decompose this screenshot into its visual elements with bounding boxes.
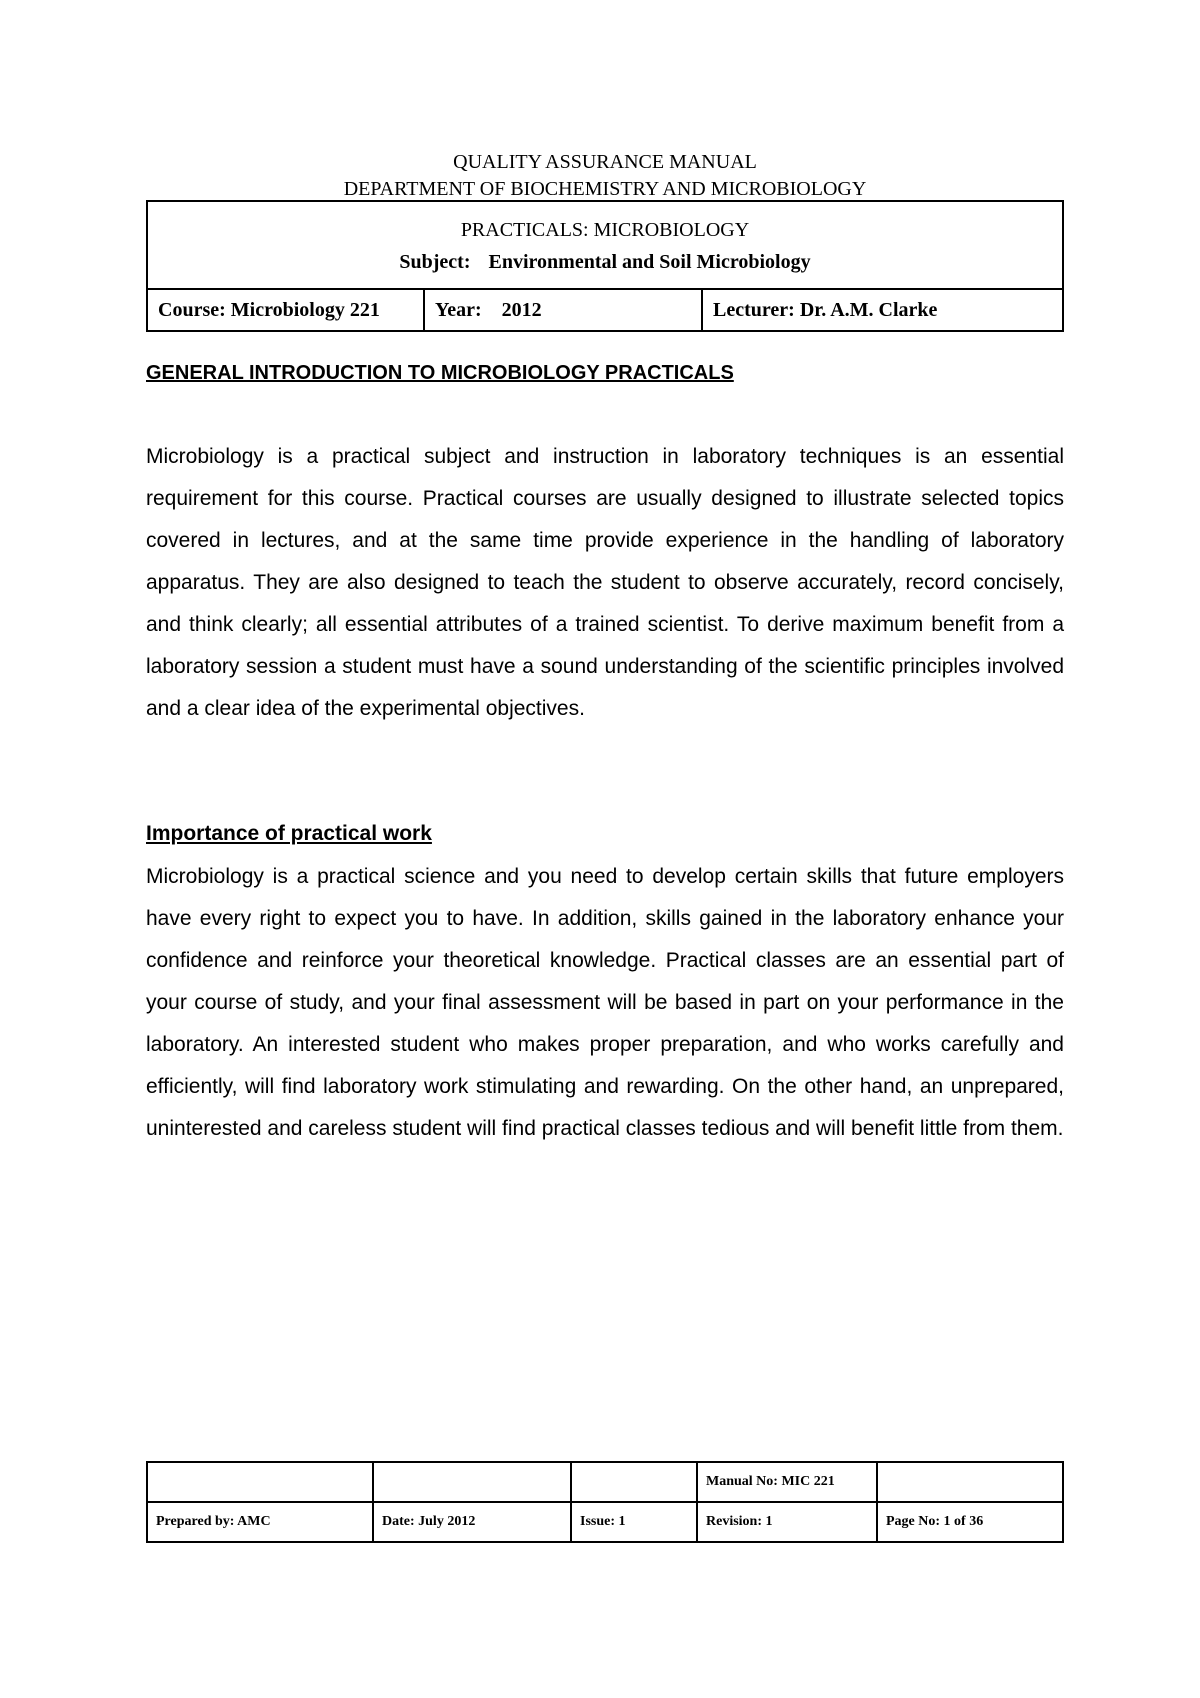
intro-heading: GENERAL INTRODUCTION TO MICROBIOLOGY PRACTICALS — [146, 362, 734, 384]
practicals-title: PRACTICALS: MICROBIOLOGY — [460, 219, 750, 241]
lecturer-label: Lecturer: — [713, 298, 795, 321]
footer-blank-cell — [373, 1462, 571, 1502]
year-value: 2012 — [501, 298, 542, 321]
course-value: Microbiology 221 — [230, 298, 380, 321]
subject-label: Subject: — [399, 251, 471, 273]
course-cell — [147, 289, 424, 331]
year-label: Year: — [435, 298, 482, 321]
course-info-table — [146, 200, 1064, 332]
intro-paragraph: Microbiology is a practical subject and instruction in laboratory techniques is an essential requirement for this course. Practical courses are usually designed to illustrate selected topics covered in lectures, and at the same time provide experience in the handling of laboratory apparatus. They are also designed to teach the student to observe accurately, record concisely, and think clearly; all essential attributes of a trained scientist. To derive maximum benefit from a laboratory session a student must have a sound understanding of the scientific principles involved and a clear idea of the experimental objectives. — [146, 445, 1064, 720]
course-label: Course: — [158, 298, 226, 321]
manual-number: Manual No: MIC 221 — [697, 1462, 877, 1502]
importance-paragraph: Microbiology is a practical science and you need to develop certain skills that future employers have every right to expect you to have. In addition, skills gained in the laboratory enhance your confidence and reinforce your theoretical knowledge. Practical classes are an essential part of your course of study, and your final assessment will be based in part on your performance in the laboratory. An interested student who makes proper preparation, and who works carefully and efficiently, will find laboratory work stimulating and rewarding. On the other hand, an unprepared, uninterested and careless student will find practical classes tedious and will benefit little from them. — [146, 865, 1064, 1140]
lecturer-value: Dr. A.M. Clarke — [799, 298, 938, 321]
subject-line — [158, 245, 1052, 279]
document-control-table — [146, 1461, 1064, 1543]
footer-blank-cell — [877, 1462, 1063, 1502]
importance-heading: Importance of practical work — [146, 822, 432, 845]
department-title: DEPARTMENT OF BIOCHEMISTRY AND MICROBIOLOGY — [343, 178, 867, 200]
manual-title: QUALITY ASSURANCE MANUAL — [453, 151, 757, 173]
course-info-header-cell — [147, 201, 1063, 289]
prepared-by: Prepared by: AMC — [147, 1502, 373, 1542]
revision-number: Revision: 1 — [697, 1502, 877, 1542]
page-number: Page No: 1 of 36 — [877, 1502, 1063, 1542]
issue-date: Date: July 2012 — [373, 1502, 571, 1542]
year-cell — [424, 289, 702, 331]
subject-value: Environmental and Soil Microbiology — [488, 251, 811, 273]
footer-blank-cell — [571, 1462, 697, 1502]
lecturer-cell — [702, 289, 1063, 331]
footer-blank-cell — [147, 1462, 373, 1502]
issue-number: Issue: 1 — [571, 1502, 697, 1542]
